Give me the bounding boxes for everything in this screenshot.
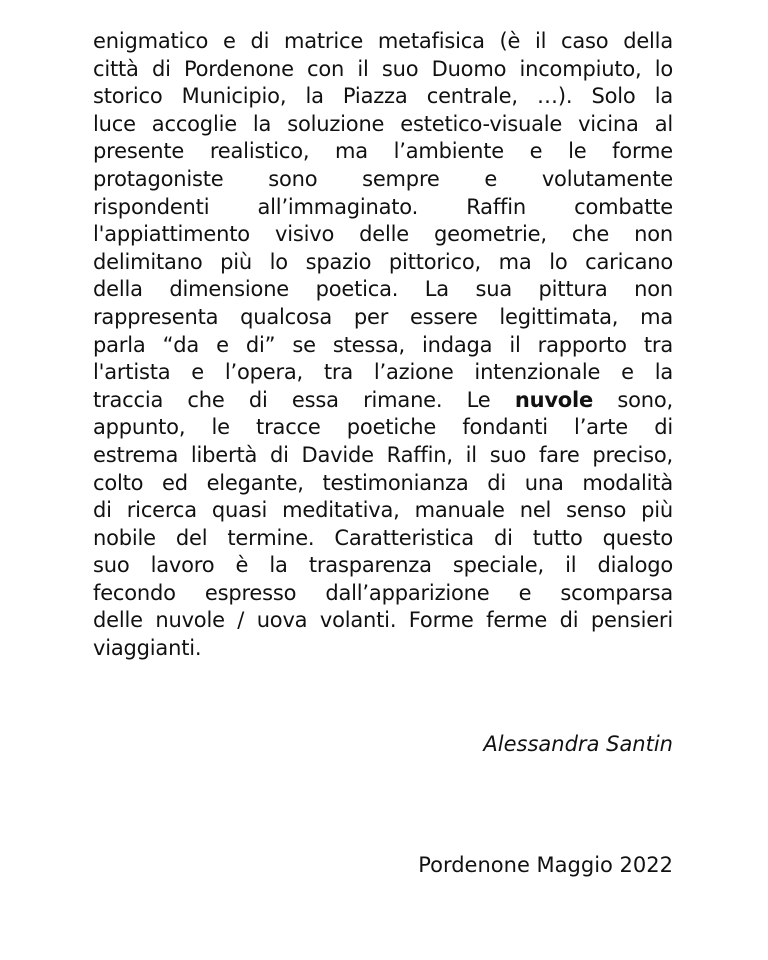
- text-line: delle nuvole / uova volanti. Forme ferme di pensieri: [93, 608, 673, 633]
- text-line: luce accoglie la soluzione estetico-visuale vicina al: [93, 111, 673, 136]
- text-line: presente realistico, ma l’ambiente e le forme: [93, 139, 673, 164]
- text-line: suo lavoro è la trasparenza speciale, il dialogo: [93, 553, 673, 578]
- text-line: storico Municipio, la Piazza centrale, …). Solo la: [93, 84, 673, 109]
- essay-paragraph: [93, 28, 673, 663]
- bold-word-nuvole: nuvole: [514, 387, 594, 412]
- text-line: estrema libertà di Davide Raffin, il suo fare preciso,: [93, 442, 673, 467]
- text-line: appunto, le tracce poetiche fondanti l’arte di: [93, 415, 673, 440]
- text-line: viaggianti.: [93, 636, 202, 661]
- text-line: colto ed elegante, testimonianza di una modalità: [93, 470, 673, 495]
- text-line: parla “da e di” se stessa, indaga il rapporto tra: [93, 332, 673, 357]
- text-line: città di Pordenone con il suo Duomo incompiuto, lo: [93, 56, 673, 81]
- text-line: l'artista e l’opera, tra l’azione intenzionale e la: [93, 360, 673, 385]
- place-date: Pordenone Maggio 2022: [418, 853, 673, 877]
- text-line: fecondo espresso dall’apparizione e scomparsa: [93, 580, 673, 605]
- text-line: nobile del termine. Caratteristica di tutto questo: [93, 525, 673, 550]
- text-line: protagoniste sono sempre e volutamente: [93, 166, 673, 191]
- text-line-with-bold: [93, 387, 673, 415]
- text-line: l'appiattimento visivo delle geometrie, che non: [93, 222, 673, 247]
- author-signature: Alessandra Santin: [483, 732, 673, 756]
- text-line: enigmatico e di matrice metafisica (è il caso della: [93, 29, 673, 53]
- text-line: della dimensione poetica. La sua pittura non: [93, 277, 673, 302]
- text-line: di ricerca quasi meditativa, manuale nel senso più: [93, 498, 673, 523]
- text-line: rispondenti all’immaginato. Raffin combatte: [93, 194, 673, 219]
- text-segment: traccia che di essa rimane. Le: [93, 387, 515, 412]
- text-line: delimitano più lo spazio pittorico, ma lo caricano: [93, 249, 673, 274]
- text-line: rappresenta qualcosa per essere legittimata, ma: [93, 304, 673, 329]
- text-segment: sono,: [593, 387, 673, 412]
